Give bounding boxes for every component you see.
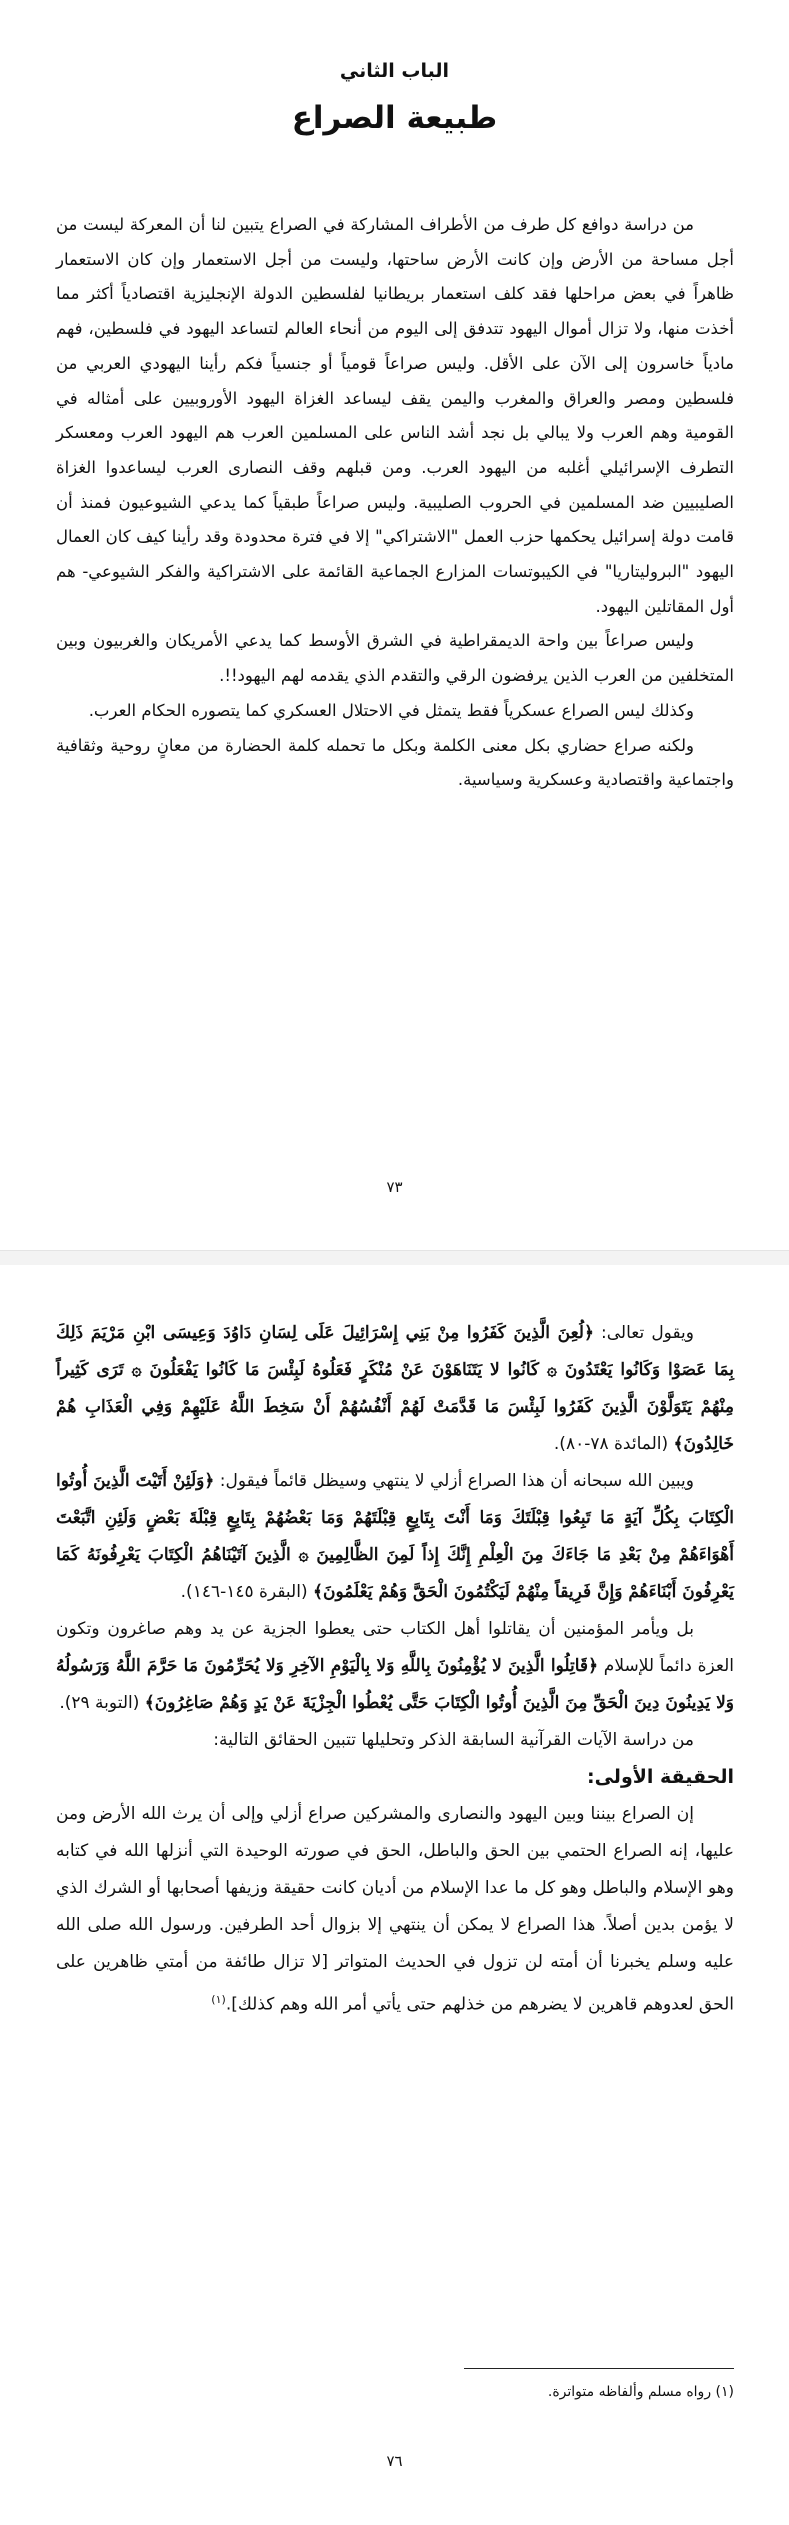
paragraph: وكذلك ليس الصراع عسكرياً فقط يتمثل في الاحتلال العسكري كما يتصوره الحكام العرب.	[88, 700, 694, 720]
page-number: ٧٦	[386, 2452, 403, 2470]
footnote: (١) رواه مسلم وألفاظه متواترة.	[547, 2384, 734, 2400]
paragraph	[56, 1796, 734, 2024]
section-heading: الحقيقة الأولى:	[586, 1766, 734, 1788]
page1-body	[56, 208, 734, 798]
paragraph: وليس صراعاً بين واحة الديمقراطية في الشرق الأوسط كما يدعي الأمريكان والغربيون وبين المتخلفين من العرب الذين يرفضون الرقي والتقدم الذي يقدمه لهم اليهود!!.	[56, 631, 734, 686]
verse-intro: ويقول تعالى:	[593, 1323, 694, 1343]
fact-text: إن الصراع بيننا وبين اليهود والنصارى والمشركين صراع أزلي وإلى أن يرث الله الأرض ومن عليها، إنه الصراع الحتمي بين الحق والباطل، الحق في صورته الوحيدة التي أنزلها الله في كتابه وهو الإسلام والباطل وهو كل ما عدا الإسلام من أديان كانت حقيقة وزيفها أصحابها أو الشرك الذي لا يؤمن بدين أصلاً. هذا الصراع لا يمكن أن ينتهي إلا بزوال أحد الطرفين. ورسول الله صلى الله عليه وسلم يخبرنا أن أمته لن تزول في الحديث المتواتر [لا تزال طائفة من أمتي ظاهرين على الحق لعدوهم قاهرين لا يضرهم من خذلهم حتى يأتي أمر الله وهم كذلك].	[56, 1804, 734, 2015]
verse-intro: بل ويأمر المؤمنين أن يقاتلوا أهل الكتاب حتى يعطوا الجزية عن يد وهم صاغرون وتكون العزة دائماً للإسلام	[56, 1619, 734, 1676]
chapter-label: الباب الثاني	[339, 60, 450, 82]
page-title: طبيعة الصراع	[291, 100, 498, 136]
paragraph: من دراسة دوافع كل طرف من الأطراف المشاركة في الصراع يتبين لنا أن المعركة ليست من أجل مساحة من الأرض وإن كانت الأرض ساحتها، وليست من أجل الاستعمار وإن كان الاستعمار ظاهراً في بعض مراحلها فقد كلف استعمار بريطانيا لفلسطين الدولة الإنجليزية اقتصادياً أكثر مما أخذت منها، ولا تزال أموال اليهود تتدفق إلى اليوم من أنحاء العالم لتساعد اليهود في فلسطين، فهم مادياً خاسرون إلى الآن على الأقل. وليس صراعاً قومياً أو جنسياً فكم رأينا اليهودي العربي من فلسطين ومصر والعراق والمغرب واليمن يقف ليساعد الغزاة اليهود الأوروبيين على أمثاله في القومية وهم العرب ولا يبالي بل نجد أشد الناس على المسلمين العرب هم اليهود العرب ومعسكر التطرف الإسرائيلي أغلبه من اليهود العرب. ومن قبلهم وقف النصارى العرب ليساعدوا الغزاة الصليبيين ضد المسلمين في الحروب الصليبية. وليس صراعاً طبقياً كما يدعي الشيوعيون فمنذ أن قامت دولة إسرائيل يحكمها حزب العمل "الاشتراكي" إلا في فترة محدودة وقد رأينا كيف كان العمال اليهود "البروليتاريا" في الكيبوتسات المزارع الجماعية القائمة على الاشتراكية والفكر الشيوعي- هم أول المقاتلين اليهود.	[56, 215, 734, 616]
verse-paragraph	[56, 1463, 734, 1611]
quran-verse: ﴿وَلَئِنْ أَتَيْتَ الَّذِينَ أُوتُوا الْكِتَابَ بِكُلِّ آيَةٍ مَا تَبِعُوا قِبْلَتَكَ وَمَا أَنْتَ بِتَابِعٍ قِبْلَتَهُمْ وَمَا بَعْضُهُمْ بِتَابِعٍ قِبْلَةَ بَعْضٍ وَلَئِنِ اتَّبَعْتَ أَهْوَاءَهُمْ مِنْ بَعْدِ مَا جَاءَكَ مِنَ الْعِلْمِ إِنَّكَ إِذاً لَمِنَ الظَّالِمِينَ ۞ الَّذِينَ آتَيْنَاهُمُ الْكِتَابَ يَعْرِفُونَهُ كَمَا يَعْرِفُونَ أَبْنَاءَهُمْ وَإِنَّ فَرِيقاً مِنْهُمْ لَيَكْتُمُونَ الْحَقَّ وَهُمْ يَعْلَمُونَ﴾	[56, 1471, 734, 1602]
page2-body	[56, 1315, 734, 2024]
paragraph: ولكنه صراع حضاري بكل معنى الكلمة وبكل ما تحمله كلمة الحضارة من معانٍ روحية وثقافية واجتماعية واقتصادية وعسكرية وسياسية.	[56, 735, 734, 790]
footnote-divider	[464, 2368, 734, 2369]
quran-verse: ﴿لُعِنَ الَّذِينَ كَفَرُوا مِنْ بَنِي إِسْرَائِيلَ عَلَى لِسَانِ دَاوُدَ وَعِيسَى ابْنِ مَرْيَمَ ذَلِكَ بِمَا عَصَوْا وَكَانُوا يَعْتَدُونَ ۞ كَانُوا لا يَتَنَاهَوْنَ عَنْ مُنْكَرٍ فَعَلُوهُ لَبِئْسَ مَا كَانُوا يَفْعَلُونَ ۞ تَرَى كَثِيراً مِنْهُمْ يَتَوَلَّوْنَ الَّذِينَ كَفَرُوا لَبِئْسَ مَا قَدَّمَتْ لَهُمْ أَنْفُسُهُمْ أَنْ سَخِطَ اللَّهُ عَلَيْهِمْ وَفِي الْعَذَابِ هُمْ خَالِدُونَ﴾	[56, 1323, 734, 1454]
verse-paragraph	[56, 1315, 734, 1463]
footnote-marker: (١)	[211, 1993, 226, 2006]
quran-verse: ﴿قَاتِلُوا الَّذِينَ لا يُؤْمِنُونَ بِاللَّهِ وَلا بِالْيَوْمِ الآخِرِ وَلا يُحَرِّمُونَ مَا حَرَّمَ اللَّهُ وَرَسُولُهُ وَلا يَدِينُونَ دِينَ الْحَقِّ مِنَ الَّذِينَ أُوتُوا الْكِتَابَ حَتَّى يُعْطُوا الْجِزْيَةَ عَنْ يَدٍ وَهُمْ صَاغِرُونَ﴾	[56, 1656, 734, 1713]
verse-intro: ويبين الله سبحانه أن هذا الصراع أزلي لا ينتهي وسيظل قائماً فيقول:	[214, 1471, 694, 1491]
verse-paragraph	[56, 1611, 734, 1722]
page-number: ٧٣	[386, 1178, 403, 1196]
verse-reference: (التوبة ٢٩).	[59, 1693, 145, 1713]
verse-reference: (المائدة ٧٨-٨٠).	[553, 1434, 674, 1454]
verse-reference: (البقرة ١٤٥-١٤٦).	[180, 1582, 313, 1602]
page-73	[0, 0, 789, 1250]
study-line: من دراسة الآيات القرآنية السابقة الذكر وتحليلها تتبين الحقائق التالية:	[213, 1730, 694, 1750]
